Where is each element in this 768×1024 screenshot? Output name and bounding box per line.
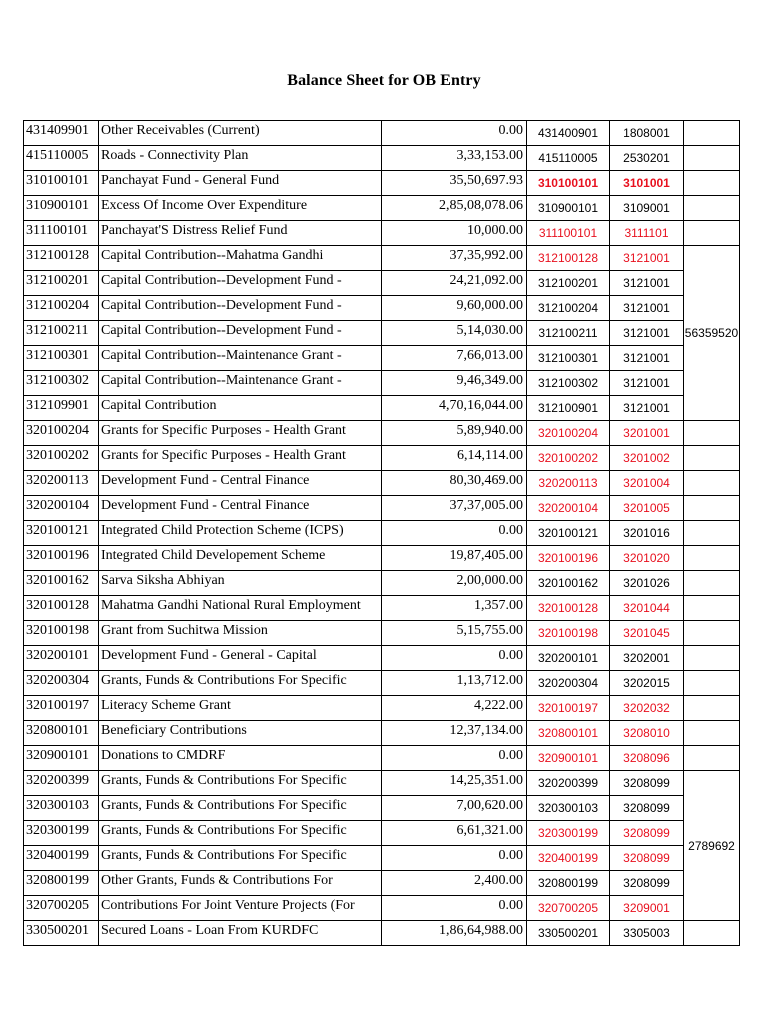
table-row [24, 771, 740, 796]
old-code-cell: 320200101 [527, 646, 610, 671]
new-code-cell: 3121001 [610, 396, 684, 421]
amount-cell: 0.00 [382, 896, 527, 921]
group-total-cell [684, 471, 740, 496]
account-code-cell: 320200399 [24, 771, 99, 796]
group-total-cell [684, 196, 740, 221]
account-code-cell: 320100162 [24, 571, 99, 596]
table-row [24, 321, 740, 346]
new-code-cell: 3201020 [610, 546, 684, 571]
account-code-cell: 320100197 [24, 696, 99, 721]
new-code-cell: 3121001 [610, 321, 684, 346]
group-total-cell [684, 621, 740, 646]
new-code-cell: 3201026 [610, 571, 684, 596]
old-code-cell: 310100101 [527, 171, 610, 196]
old-code-cell: 320100197 [527, 696, 610, 721]
amount-cell: 4,70,16,044.00 [382, 396, 527, 421]
account-code-cell: 320800101 [24, 721, 99, 746]
new-code-cell: 3121001 [610, 371, 684, 396]
old-code-cell: 312100128 [527, 246, 610, 271]
group-total-cell [684, 721, 740, 746]
account-code-cell: 431409901 [24, 121, 99, 146]
account-name-cell: Contributions For Joint Venture Projects (For [99, 896, 382, 921]
new-code-cell: 3121001 [610, 346, 684, 371]
amount-cell: 12,37,134.00 [382, 721, 527, 746]
account-code-cell: 312100128 [24, 246, 99, 271]
table-row [24, 821, 740, 846]
old-code-cell: 320100198 [527, 621, 610, 646]
new-code-cell: 2530201 [610, 146, 684, 171]
old-code-cell: 320200104 [527, 496, 610, 521]
group-total-cell [684, 121, 740, 146]
old-code-cell: 320300199 [527, 821, 610, 846]
new-code-cell: 3201004 [610, 471, 684, 496]
old-code-cell: 311100101 [527, 221, 610, 246]
old-code-cell: 320700205 [527, 896, 610, 921]
table-row [24, 571, 740, 596]
account-code-cell: 310900101 [24, 196, 99, 221]
account-code-cell: 320200104 [24, 496, 99, 521]
amount-cell: 9,60,000.00 [382, 296, 527, 321]
table-row [24, 246, 740, 271]
new-code-cell: 3201044 [610, 596, 684, 621]
table-row [24, 671, 740, 696]
new-code-cell: 3208010 [610, 721, 684, 746]
account-code-cell: 312100302 [24, 371, 99, 396]
new-code-cell: 3201045 [610, 621, 684, 646]
old-code-cell: 320100196 [527, 546, 610, 571]
group-total-cell [684, 696, 740, 721]
new-code-cell: 3111101 [610, 221, 684, 246]
table-row [24, 146, 740, 171]
amount-cell: 1,86,64,988.00 [382, 921, 527, 946]
amount-cell: 0.00 [382, 121, 527, 146]
account-code-cell: 330500201 [24, 921, 99, 946]
account-code-cell: 312100301 [24, 346, 99, 371]
account-code-cell: 312100204 [24, 296, 99, 321]
account-code-cell: 312100201 [24, 271, 99, 296]
new-code-cell: 3121001 [610, 271, 684, 296]
account-name-cell: Panchayat Fund - General Fund [99, 171, 382, 196]
account-code-cell: 320100128 [24, 596, 99, 621]
old-code-cell: 320100128 [527, 596, 610, 621]
account-name-cell: Grants, Funds & Contributions For Specific [99, 796, 382, 821]
account-name-cell: Other Grants, Funds & Contributions For [99, 871, 382, 896]
table-row [24, 221, 740, 246]
account-name-cell: Donations to CMDRF [99, 746, 382, 771]
old-code-cell: 312100302 [527, 371, 610, 396]
group-total-cell [684, 671, 740, 696]
amount-cell: 6,61,321.00 [382, 821, 527, 846]
balance-sheet-table [23, 120, 740, 946]
new-code-cell: 3202001 [610, 646, 684, 671]
table-row [24, 621, 740, 646]
table-row [24, 746, 740, 771]
account-name-cell: Capital Contribution--Development Fund - [99, 321, 382, 346]
new-code-cell: 3201016 [610, 521, 684, 546]
page-title: Balance Sheet for OB Entry [287, 72, 481, 89]
new-code-cell: 3208099 [610, 821, 684, 846]
group-total-cell [684, 921, 740, 946]
new-code-cell: 3208099 [610, 771, 684, 796]
amount-cell: 0.00 [382, 746, 527, 771]
account-name-cell: Capital Contribution--Development Fund - [99, 271, 382, 296]
amount-cell: 0.00 [382, 846, 527, 871]
new-code-cell: 3201001 [610, 421, 684, 446]
account-code-cell: 320200304 [24, 671, 99, 696]
account-name-cell: Development Fund - General - Capital [99, 646, 382, 671]
account-name-cell: Grants, Funds & Contributions For Specific [99, 846, 382, 871]
account-code-cell: 310100101 [24, 171, 99, 196]
amount-cell: 10,000.00 [382, 221, 527, 246]
account-code-cell: 320800199 [24, 871, 99, 896]
amount-cell: 1,357.00 [382, 596, 527, 621]
account-name-cell: Mahatma Gandhi National Rural Employment [99, 596, 382, 621]
old-code-cell: 320200304 [527, 671, 610, 696]
new-code-cell: 3208099 [610, 846, 684, 871]
table-row [24, 271, 740, 296]
account-name-cell: Roads - Connectivity Plan [99, 146, 382, 171]
amount-cell: 5,14,030.00 [382, 321, 527, 346]
table-row [24, 446, 740, 471]
account-name-cell: Capital Contribution--Development Fund - [99, 296, 382, 321]
amount-cell: 5,15,755.00 [382, 621, 527, 646]
old-code-cell: 312100201 [527, 271, 610, 296]
amount-cell: 24,21,092.00 [382, 271, 527, 296]
table-row [24, 721, 740, 746]
amount-cell: 2,85,08,078.06 [382, 196, 527, 221]
amount-cell: 0.00 [382, 521, 527, 546]
table-row [24, 596, 740, 621]
account-name-cell: Integrated Child Protection Scheme (ICPS) [99, 521, 382, 546]
amount-cell: 6,14,114.00 [382, 446, 527, 471]
new-code-cell: 3305003 [610, 921, 684, 946]
table-row [24, 546, 740, 571]
account-name-cell: Integrated Child Developement Scheme [99, 546, 382, 571]
group-total-cell [684, 746, 740, 771]
old-code-cell: 320100202 [527, 446, 610, 471]
old-code-cell: 312100301 [527, 346, 610, 371]
amount-cell: 37,35,992.00 [382, 246, 527, 271]
account-code-cell: 320100198 [24, 621, 99, 646]
account-code-cell: 320900101 [24, 746, 99, 771]
old-code-cell: 320100204 [527, 421, 610, 446]
new-code-cell: 3101001 [610, 171, 684, 196]
account-name-cell: Grants for Specific Purposes - Health Grant [99, 446, 382, 471]
old-code-cell: 310900101 [527, 196, 610, 221]
group-total-cell: 56359520 [684, 246, 740, 421]
account-code-cell: 320200101 [24, 646, 99, 671]
new-code-cell: 3201002 [610, 446, 684, 471]
old-code-cell: 312100204 [527, 296, 610, 321]
new-code-cell: 3109001 [610, 196, 684, 221]
new-code-cell: 3208099 [610, 796, 684, 821]
table-row [24, 696, 740, 721]
amount-cell: 9,46,349.00 [382, 371, 527, 396]
new-code-cell: 3208096 [610, 746, 684, 771]
account-code-cell: 320300103 [24, 796, 99, 821]
account-name-cell: Grants, Funds & Contributions For Specific [99, 671, 382, 696]
amount-cell: 3,33,153.00 [382, 146, 527, 171]
old-code-cell: 320100121 [527, 521, 610, 546]
amount-cell: 1,13,712.00 [382, 671, 527, 696]
account-name-cell: Panchayat'S Distress Relief Fund [99, 221, 382, 246]
group-total-cell [684, 446, 740, 471]
account-name-cell: Capital Contribution [99, 396, 382, 421]
amount-cell: 5,89,940.00 [382, 421, 527, 446]
group-total-cell [684, 421, 740, 446]
old-code-cell: 320900101 [527, 746, 610, 771]
account-name-cell: Capital Contribution--Maintenance Grant - [99, 371, 382, 396]
table-row [24, 521, 740, 546]
amount-cell: 0.00 [382, 646, 527, 671]
amount-cell: 14,25,351.00 [382, 771, 527, 796]
amount-cell: 37,37,005.00 [382, 496, 527, 521]
old-code-cell: 312100901 [527, 396, 610, 421]
account-code-cell: 320300199 [24, 821, 99, 846]
group-total-cell [684, 146, 740, 171]
account-code-cell: 311100101 [24, 221, 99, 246]
amount-cell: 2,00,000.00 [382, 571, 527, 596]
account-code-cell: 320100196 [24, 546, 99, 571]
account-code-cell: 320700205 [24, 896, 99, 921]
account-name-cell: Capital Contribution--Mahatma Gandhi [99, 246, 382, 271]
amount-cell: 7,66,013.00 [382, 346, 527, 371]
table-row [24, 371, 740, 396]
account-name-cell: Other Receivables (Current) [99, 121, 382, 146]
account-code-cell: 415110005 [24, 146, 99, 171]
account-name-cell: Grants, Funds & Contributions For Specific [99, 821, 382, 846]
account-code-cell: 312100211 [24, 321, 99, 346]
table-row [24, 296, 740, 321]
old-code-cell: 415110005 [527, 146, 610, 171]
old-code-cell: 320200399 [527, 771, 610, 796]
new-code-cell: 3201005 [610, 496, 684, 521]
old-code-cell: 320300103 [527, 796, 610, 821]
table-row [24, 796, 740, 821]
group-total-cell [684, 546, 740, 571]
amount-cell: 7,00,620.00 [382, 796, 527, 821]
old-code-cell: 320800199 [527, 871, 610, 896]
group-total-cell [684, 596, 740, 621]
account-code-cell: 320100204 [24, 421, 99, 446]
table-row [24, 496, 740, 521]
old-code-cell: 330500201 [527, 921, 610, 946]
table-row [24, 421, 740, 446]
table-row [24, 196, 740, 221]
account-code-cell: 312109901 [24, 396, 99, 421]
account-code-cell: 320200113 [24, 471, 99, 496]
balance-sheet-body [24, 121, 740, 946]
group-total-cell [684, 521, 740, 546]
group-total-cell: 2789692 [684, 771, 740, 921]
group-total-cell [684, 221, 740, 246]
new-code-cell: 1808001 [610, 121, 684, 146]
account-name-cell: Secured Loans - Loan From KURDFC [99, 921, 382, 946]
table-row [24, 396, 740, 421]
account-name-cell: Sarva Siksha Abhiyan [99, 571, 382, 596]
old-code-cell: 312100211 [527, 321, 610, 346]
account-name-cell: Development Fund - Central Finance [99, 471, 382, 496]
table-row [24, 346, 740, 371]
old-code-cell: 320100162 [527, 571, 610, 596]
account-code-cell: 320100202 [24, 446, 99, 471]
account-name-cell: Literacy Scheme Grant [99, 696, 382, 721]
table-row [24, 846, 740, 871]
table-row [24, 896, 740, 921]
table-row [24, 471, 740, 496]
account-name-cell: Grant from Suchitwa Mission [99, 621, 382, 646]
old-code-cell: 320200113 [527, 471, 610, 496]
account-name-cell: Beneficiary Contributions [99, 721, 382, 746]
amount-cell: 19,87,405.00 [382, 546, 527, 571]
group-total-cell [684, 171, 740, 196]
old-code-cell: 320400199 [527, 846, 610, 871]
account-name-cell: Capital Contribution--Maintenance Grant - [99, 346, 382, 371]
new-code-cell: 3121001 [610, 296, 684, 321]
table-row [24, 121, 740, 146]
new-code-cell: 3202032 [610, 696, 684, 721]
new-code-cell: 3209001 [610, 896, 684, 921]
account-name-cell: Grants, Funds & Contributions For Specific [99, 771, 382, 796]
old-code-cell: 320800101 [527, 721, 610, 746]
new-code-cell: 3208099 [610, 871, 684, 896]
new-code-cell: 3202015 [610, 671, 684, 696]
account-code-cell: 320100121 [24, 521, 99, 546]
account-name-cell: Grants for Specific Purposes - Health Grant [99, 421, 382, 446]
account-code-cell: 320400199 [24, 846, 99, 871]
amount-cell: 2,400.00 [382, 871, 527, 896]
table-row [24, 921, 740, 946]
account-name-cell: Excess Of Income Over Expenditure [99, 196, 382, 221]
group-total-cell [684, 646, 740, 671]
table-row [24, 871, 740, 896]
table-row [24, 171, 740, 196]
group-total-cell [684, 571, 740, 596]
account-name-cell: Development Fund - Central Finance [99, 496, 382, 521]
table-row [24, 646, 740, 671]
group-total-cell [684, 496, 740, 521]
old-code-cell: 431400901 [527, 121, 610, 146]
new-code-cell: 3121001 [610, 246, 684, 271]
amount-cell: 4,222.00 [382, 696, 527, 721]
amount-cell: 80,30,469.00 [382, 471, 527, 496]
amount-cell: 35,50,697.93 [382, 171, 527, 196]
